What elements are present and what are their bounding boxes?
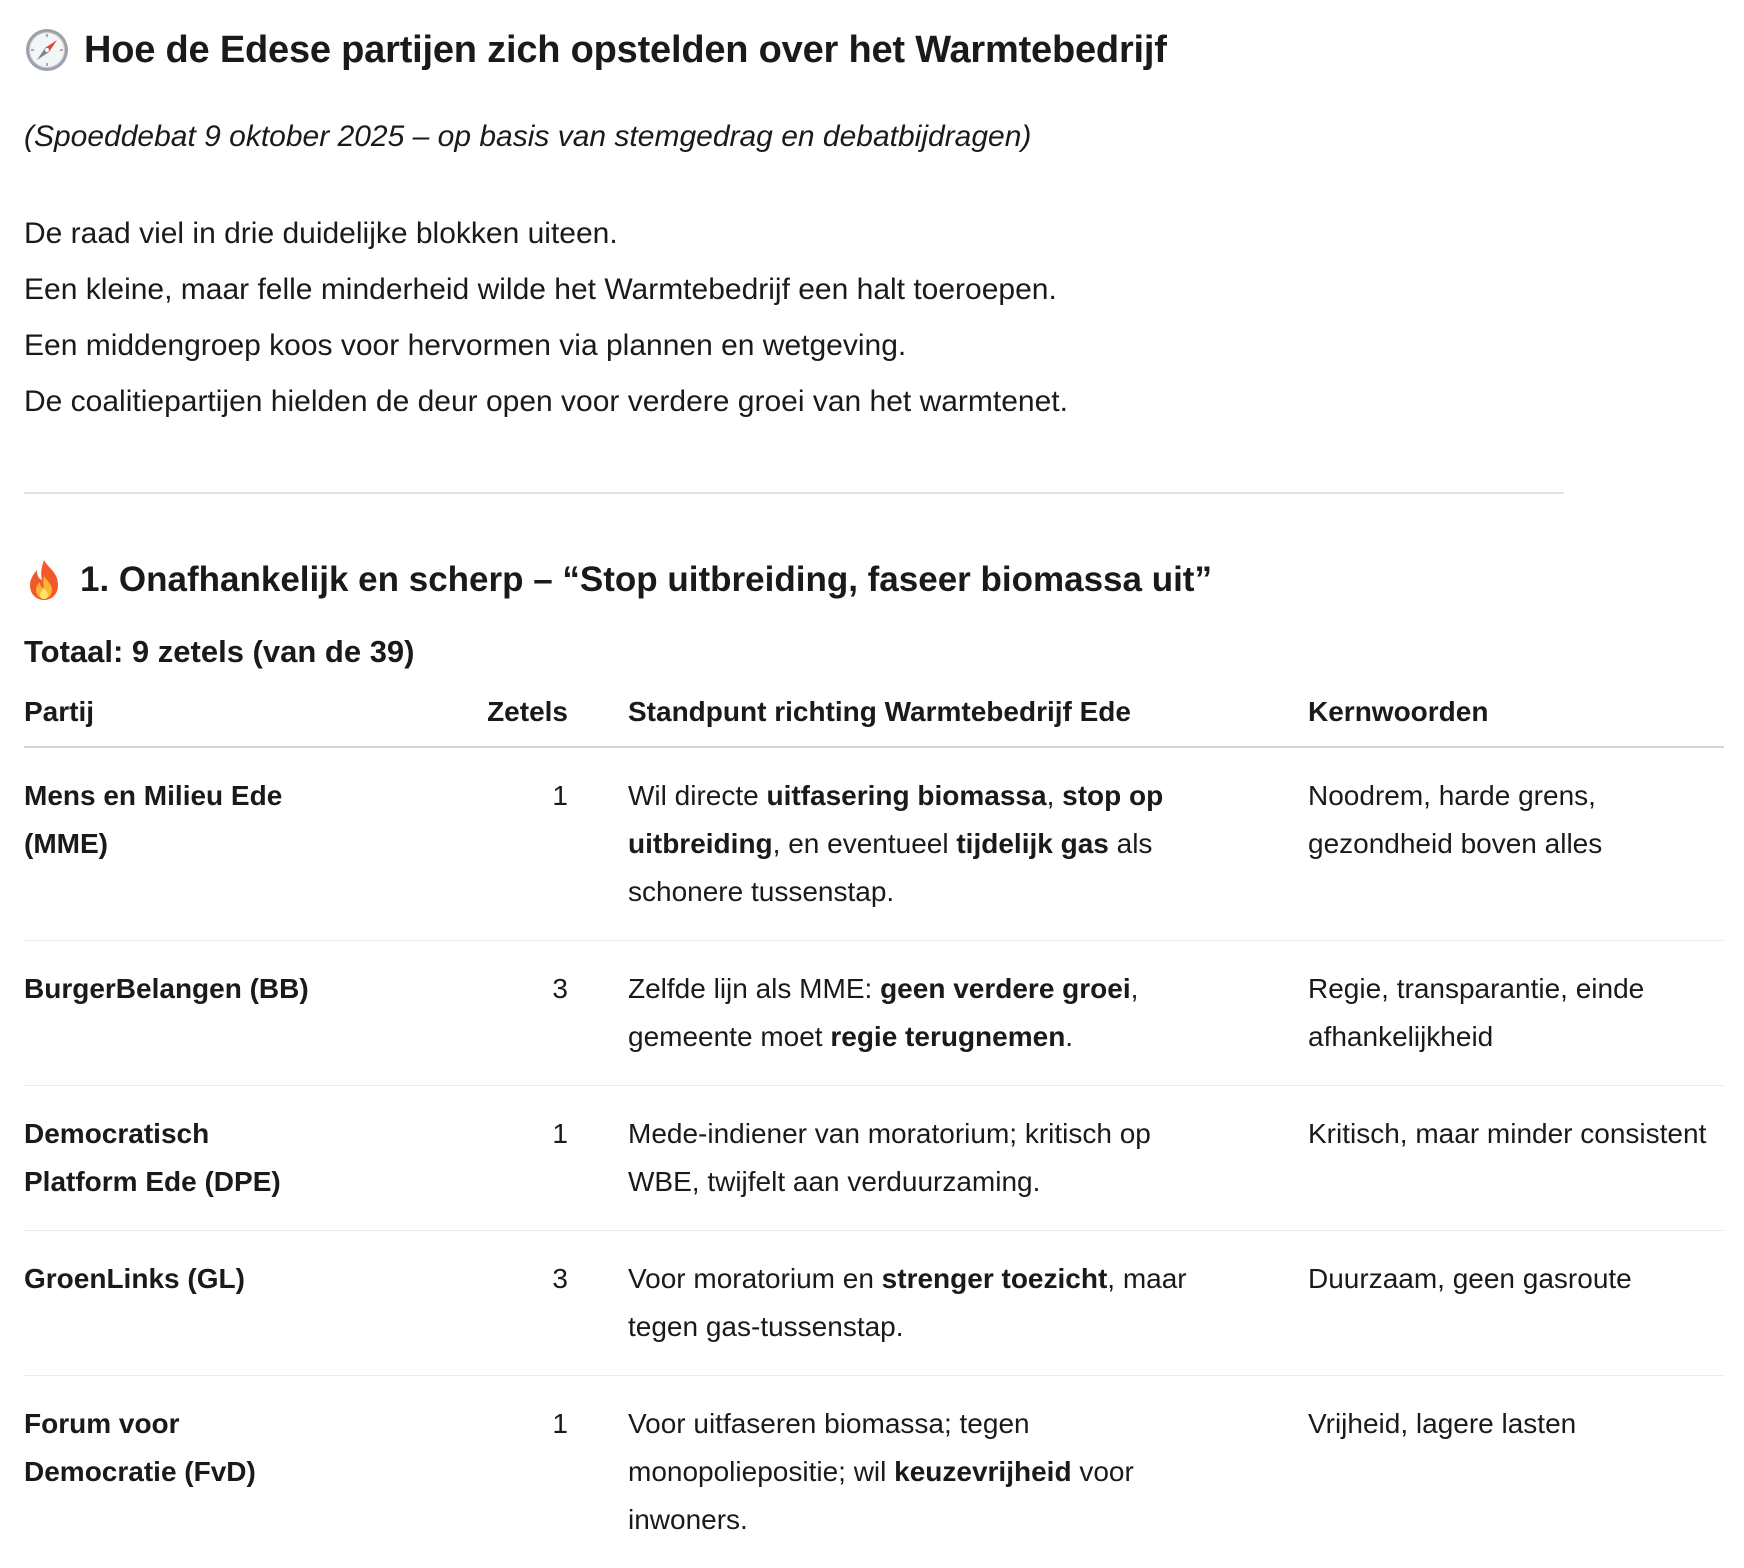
table-row: [24, 941, 1724, 1086]
bold-phrase: strenger toezicht: [882, 1263, 1108, 1294]
table-header-row: [24, 696, 1724, 747]
table-row: [24, 1086, 1724, 1231]
bold-phrase: stop op uitbreiding: [628, 780, 1163, 859]
seat-count: 1: [444, 747, 568, 941]
fire-icon: [24, 558, 64, 602]
intro-line: De coalitiepartijen hielden de deur open voor verdere groei van het warmtenet.: [24, 374, 1724, 430]
intro-line: De raad viel in drie duidelijke blokken uiteen.: [24, 206, 1724, 262]
bold-phrase: geen verdere groei: [880, 973, 1131, 1004]
keywords-text: Kritisch, maar minder consistent: [1234, 1086, 1724, 1231]
intro-paragraph: [24, 206, 1724, 430]
bold-phrase: tijdelijk gas: [956, 828, 1109, 859]
section-title: 1. Onafhankelijk en scherp – “Stop uitbreiding, faseer biomassa uit”: [80, 560, 1212, 600]
seat-count: 1: [444, 1086, 568, 1231]
seat-count: 3: [444, 1231, 568, 1376]
party-name: Democratisch Platform Ede (DPE): [24, 1086, 444, 1231]
position-text: Zelfde lijn als MME: geen verdere groei, gemeente moet regie terugnemen.: [568, 941, 1234, 1086]
table-row: [24, 1376, 1724, 1568]
column-header-party: Partij: [24, 696, 444, 747]
keywords-text: Regie, transparantie, einde afhankelijkheid: [1234, 941, 1724, 1086]
table-row: [24, 747, 1724, 941]
party-name: Forum voor Democratie (FvD): [24, 1376, 444, 1568]
subtitle: (Spoeddebat 9 oktober 2025 – op basis van stemgedrag en debatbijdragen): [24, 120, 1724, 154]
position-text: Wil directe uitfasering biomassa, stop op uitbreiding, en eventueel tijdelijk gas als schonere tussenstap.: [568, 747, 1234, 941]
keywords-text: Noodrem, harde grens, gezondheid boven alles: [1234, 747, 1724, 941]
seat-count: 3: [444, 941, 568, 1086]
title-row: [24, 24, 1724, 76]
document: [24, 0, 1724, 1568]
intro-line: Een middengroep koos voor hervormen via plannen en wetgeving.: [24, 318, 1724, 374]
column-header-seats: Zetels: [444, 696, 568, 747]
position-text: Voor uitfaseren biomassa; tegen monopoliepositie; wil keuzevrijheid voor inwoners.: [568, 1376, 1234, 1568]
section-title-row: [24, 556, 1724, 604]
position-text: Mede-indiener van moratorium; kritisch op WBE, twijfelt aan verduurzaming.: [568, 1086, 1234, 1231]
divider: [24, 492, 1564, 494]
column-header-position: Standpunt richting Warmtebedrijf Ede: [568, 696, 1234, 747]
position-text: Voor moratorium en strenger toezicht, maar tegen gas-tussenstap.: [568, 1231, 1234, 1376]
seat-total: Totaal: 9 zetels (van de 39): [24, 634, 1724, 670]
intro-line: Een kleine, maar felle minderheid wilde het Warmtebedrijf een halt toeroepen.: [24, 262, 1724, 318]
bold-phrase: regie terugnemen: [830, 1021, 1065, 1052]
column-header-keywords: Kernwoorden: [1234, 696, 1724, 747]
bold-phrase: uitfasering biomassa: [766, 780, 1046, 811]
table-row: [24, 1231, 1724, 1376]
party-name: Mens en Milieu Ede (MME): [24, 747, 444, 941]
bold-phrase: keuzevrijheid: [894, 1456, 1071, 1487]
party-name: GroenLinks (GL): [24, 1231, 444, 1376]
seat-count: 1: [444, 1376, 568, 1568]
compass-icon: [24, 27, 70, 73]
keywords-text: Duurzaam, geen gasroute: [1234, 1231, 1724, 1376]
party-name: BurgerBelangen (BB): [24, 941, 444, 1086]
party-table: [24, 696, 1724, 1568]
page-title: Hoe de Edese partijen zich opstelden over het Warmtebedrijf: [84, 29, 1167, 72]
keywords-text: Vrijheid, lagere lasten: [1234, 1376, 1724, 1568]
